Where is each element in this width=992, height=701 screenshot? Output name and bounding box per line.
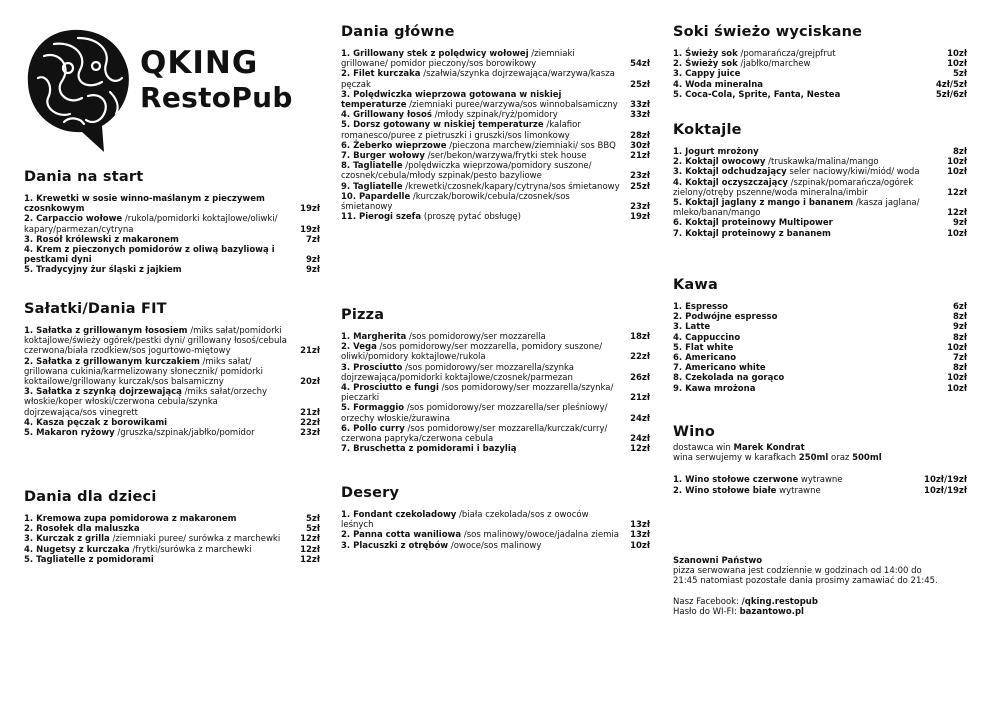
section-pizza xyxy=(341,306,650,454)
supplier-prefix: dostawca win xyxy=(673,443,734,453)
item-name: 4. Nugetsy z kurczaka xyxy=(24,544,130,555)
menu-item xyxy=(341,541,650,551)
item-name: 1. Świeży sok xyxy=(673,49,738,59)
section-salatki xyxy=(24,300,320,438)
item-name: 3. Cappy juice xyxy=(673,69,741,80)
item-name: 3. Koktajl odchudzający xyxy=(673,167,787,178)
item-price: 6zł xyxy=(952,302,967,312)
item-price: 33zł xyxy=(630,110,650,121)
item-price: 23zł xyxy=(630,202,650,213)
item-name: 4. Cappuccino xyxy=(673,332,741,343)
item-name: 3. Placuszki z otrębów xyxy=(341,540,449,551)
item-desc: /sos pomidorowy/ser mozzarella xyxy=(406,332,546,342)
item-price: 7zł xyxy=(952,353,967,364)
item-name: 1. Espresso xyxy=(673,302,728,312)
section-title: Sałatki/Dania FIT xyxy=(24,301,167,317)
item-name: 5. Koktajl jaglany z mango i bananem xyxy=(673,198,854,209)
item-price: 33zł xyxy=(630,100,650,111)
serving-500: 500ml xyxy=(852,453,882,464)
facebook-handle: /qking.restopub xyxy=(741,596,818,607)
item-desc: /kasza jaglana/ mleko/banan/mango xyxy=(673,198,920,219)
item-price: 5zł/6zł xyxy=(935,89,967,100)
section-title: Koktajle xyxy=(673,122,742,138)
item-price: 8zł xyxy=(952,332,967,343)
item-price: 4zł/5zł xyxy=(935,79,967,90)
item-name: 2. Sałatka z grillowanym kurczakiem xyxy=(24,356,200,367)
item-name: 8. Czekolada na gorąco xyxy=(673,373,785,384)
item-price: 8zł xyxy=(952,312,967,323)
menu-item xyxy=(341,332,650,342)
item-price: 8zł xyxy=(952,147,967,157)
menu-item xyxy=(341,151,650,161)
item-price: 20zł xyxy=(300,377,320,388)
item-desc: /sos pomidorowy/ser mozzarella/kurczak/curry/ czerwona papryka/czerwona cebula xyxy=(341,423,608,445)
item-price: 5zł xyxy=(952,69,967,80)
qking-logo-icon xyxy=(24,26,132,154)
item-price: 10zł xyxy=(947,228,967,239)
wine-serving xyxy=(673,453,967,463)
menu-item xyxy=(24,524,320,534)
item-price: 9zł xyxy=(952,218,967,229)
menu-list xyxy=(24,326,320,438)
item-desc: wytrawne xyxy=(776,485,821,496)
serving-prefix: wina serwujemy w karafkach xyxy=(673,453,799,464)
menu-item xyxy=(673,157,967,167)
menu-list xyxy=(341,332,650,454)
section-title: Kawa xyxy=(673,277,719,293)
menu-list xyxy=(341,49,650,222)
item-price: 10zł xyxy=(947,167,967,178)
item-price: 10zł xyxy=(947,383,967,394)
menu-item xyxy=(24,514,320,524)
menu-item xyxy=(673,384,967,394)
item-name: 3. Kurczak z grilla xyxy=(24,534,110,545)
menu-item xyxy=(24,387,320,418)
menu-list xyxy=(24,194,320,276)
menu-item xyxy=(341,161,650,181)
item-name: 2. Wino stołowe białe xyxy=(673,485,777,496)
menu-item xyxy=(24,214,320,234)
notice-line: pizza serwowana jest codziennie w godzinach od 14:00 do xyxy=(673,566,922,577)
item-name: 5. Makaron ryżowy xyxy=(24,428,115,439)
item-name: 3. Latte xyxy=(673,322,711,333)
item-price: 9zł xyxy=(305,265,320,276)
item-desc: /sos pomidorowy/ser mozzarella/szynka dojrzewająca/pomidorki koktajlowe/czosnek/parmezan xyxy=(341,362,575,383)
item-desc: /rukola/pomidorki koktajlowe/oliwki/ kapary/parmezan/cytryna xyxy=(24,214,278,235)
section-title: Dania na start xyxy=(24,169,144,185)
item-desc: /szałwia/szynka dojrzewająca/warzywa/kasza pęczak xyxy=(341,69,615,90)
section-notice xyxy=(673,556,967,617)
item-price: 10zł xyxy=(947,157,967,168)
wifi-label: Hasło do WI-FI: xyxy=(673,606,740,617)
item-name: 7. Koktajl proteinowy z bananem xyxy=(673,228,831,239)
menu-item xyxy=(24,555,320,565)
facebook-label: Nasz Facebook: xyxy=(673,596,742,607)
item-name: 1. Kremowa zupa pomidorowa z makaronem xyxy=(24,514,237,524)
wifi-password: bazantowo.pl xyxy=(739,606,804,617)
item-price: 22zł xyxy=(300,417,320,428)
item-name: 1. Grillowany stek z polędwicy wołowej xyxy=(341,49,529,59)
menu-item xyxy=(673,80,967,90)
item-price: 26zł xyxy=(630,372,650,383)
item-desc: /sos pomidorowy/ser mozzarella/szynka/ pieczarki xyxy=(341,383,614,404)
item-name: 2. Podwójne espresso xyxy=(673,312,778,323)
item-price: 5zł xyxy=(305,514,320,524)
item-price: 10zł xyxy=(947,59,967,70)
item-name: 9. Kawa mrożona xyxy=(673,383,756,394)
item-desc: /frytki/surówka z marchewki xyxy=(129,544,252,555)
menu-item xyxy=(673,312,967,322)
item-price: 9zł xyxy=(305,255,320,266)
menu-item xyxy=(341,212,650,222)
item-price: 28zł xyxy=(630,130,650,141)
item-price: 23zł xyxy=(300,428,320,439)
menu-list xyxy=(673,147,967,239)
item-name: 5. Dorsz gotowany w niskiej temperaturze xyxy=(341,120,544,131)
item-name: 1. Krewetki w sosie winno-maślanym z pieczywem czosnkowym xyxy=(24,194,265,215)
item-desc: /biała czekolada/sos z owoców leśnych xyxy=(341,510,589,531)
section-title: Desery xyxy=(341,485,400,501)
menu-item xyxy=(24,235,320,245)
menu-item xyxy=(341,510,650,530)
notice-title: Szanowni Państwo xyxy=(673,556,763,566)
item-desc: /jabłko/marchew xyxy=(737,59,811,70)
menu-item xyxy=(341,192,650,212)
item-desc: (proszę pytać obsługę) xyxy=(421,212,521,223)
item-name: 4. Grillowany łosoś xyxy=(341,110,432,121)
item-name: 3. Sałatka z szynką dojrzewającą xyxy=(24,387,182,398)
menu-item xyxy=(673,343,967,353)
item-price: 10zł xyxy=(947,49,967,59)
item-name: 2. Panna cotta waniliowa xyxy=(341,530,462,541)
menu-item xyxy=(24,245,320,265)
item-price: 10zł xyxy=(947,342,967,353)
menu-item xyxy=(24,326,320,357)
menu-item xyxy=(24,194,320,214)
item-name: 6. Żeberko wieprzowe xyxy=(341,140,447,151)
item-desc: /szpinak/pomarańcza/ogórek zielony/otręby pszenne/woda mineralna/imbir xyxy=(673,177,914,198)
item-name: 2. Vega xyxy=(341,342,377,353)
item-name: 3. Rosół królewski z makaronem xyxy=(24,234,179,245)
section-kawa xyxy=(673,276,967,394)
section-dania-dla-dzieci xyxy=(24,488,320,565)
item-name: 3. Polędwiczka wieprzowa gotowana w niskiej temperaturze xyxy=(341,89,562,111)
item-desc: /ziemniaki puree/warzywa/sos winnobalsamiczny xyxy=(406,100,618,111)
menu-item xyxy=(673,322,967,332)
item-desc: /kurczak/borowik/cebula/czosnek/sos śmietanowy xyxy=(341,191,570,213)
facebook-line xyxy=(673,597,967,607)
item-name: 1. Jogurt mrożony xyxy=(673,147,759,157)
item-name: 6. Pollo curry xyxy=(341,423,405,434)
menu-list xyxy=(24,514,320,565)
item-name: 4. Koktajl oczyszczający xyxy=(673,177,788,188)
item-price: 10zł xyxy=(630,540,650,551)
menu-item xyxy=(673,302,967,312)
item-desc: /ser/bekon/warzywa/frytki stek house xyxy=(424,151,587,162)
item-desc: /młody szpinak/ryż/pomidory xyxy=(431,110,558,121)
item-price: 12zł xyxy=(300,534,320,545)
section-soki xyxy=(673,23,967,100)
brand-name: QKING xyxy=(140,45,259,81)
item-desc: /ziemniaki puree/ surówka z marchewki xyxy=(109,534,281,545)
menu-item xyxy=(24,545,320,555)
section-title: Dania główne xyxy=(341,24,455,40)
item-price: 19zł xyxy=(630,212,650,223)
menu-item xyxy=(24,418,320,428)
item-name: 5. Flat white xyxy=(673,342,734,353)
item-price: 21zł xyxy=(300,407,320,418)
item-price: 13zł xyxy=(630,530,650,541)
serving-250: 250ml xyxy=(798,453,829,464)
item-name: 8. Tagliatelle xyxy=(341,161,403,172)
item-desc: /ziemniaki grillowane/ pomidor pieczony/sos borowikowy xyxy=(341,49,575,70)
item-desc: /pieczona marchew/ziemniaki/ sos BBQ xyxy=(446,140,616,151)
item-name: 2. Filet kurczaka xyxy=(341,69,421,80)
item-name: 6. Americano xyxy=(673,353,737,364)
item-desc: /gruszka/szpinak/jabłko/pomidor xyxy=(114,428,255,439)
section-title: Dania dla dzieci xyxy=(24,489,157,505)
item-price: 54zł xyxy=(630,59,650,70)
menu-item xyxy=(24,357,320,388)
wine-supplier xyxy=(673,443,967,453)
menu-item xyxy=(341,403,650,423)
item-desc: wytrawne xyxy=(798,475,843,486)
menu-item xyxy=(341,444,650,454)
item-price: 12zł xyxy=(947,187,967,198)
section-title: Soki świeżo wyciskane xyxy=(673,24,863,40)
menu-item xyxy=(673,49,967,59)
menu-item xyxy=(673,218,967,228)
item-desc: seler naciowy/kiwi/miód/ woda xyxy=(786,167,920,178)
item-name: 1. Margherita xyxy=(341,332,407,342)
menu-item xyxy=(673,178,967,198)
menu-item xyxy=(341,141,650,151)
item-name: 1. Sałatka z grillowanym łososiem xyxy=(24,326,188,336)
item-name: 7. Bruschetta z pomidorami i bazylią xyxy=(341,444,517,455)
item-name: 11. Pierogi szefa xyxy=(341,212,422,223)
menu-item xyxy=(341,424,650,444)
menu-item xyxy=(673,198,967,218)
menu-item xyxy=(341,110,650,120)
section-desery xyxy=(341,484,650,551)
item-name: 5. Formaggio xyxy=(341,403,405,414)
item-desc: /pomarańcza/grejpfrut xyxy=(737,49,836,59)
item-name: 5. Tagliatelle z pomidorami xyxy=(24,554,154,565)
item-price: 13zł xyxy=(630,520,650,531)
menu-list xyxy=(673,475,967,495)
item-desc: /truskawka/malina/mango xyxy=(765,157,879,168)
item-desc: /kalafior romanesco/puree z pietruszki i gruszki/sos limonkowy xyxy=(341,120,581,141)
serving-or: oraz xyxy=(828,453,853,464)
item-price: 8zł xyxy=(952,363,967,374)
item-name: 2. Carpaccio wołowe xyxy=(24,214,123,225)
menu-item xyxy=(341,530,650,540)
menu-item xyxy=(673,475,967,485)
menu-item xyxy=(673,167,967,177)
menu-item xyxy=(673,486,967,496)
item-price: 22zł xyxy=(630,352,650,363)
menu-item xyxy=(341,69,650,89)
item-name: 9. Tagliatelle xyxy=(341,181,403,192)
menu-item xyxy=(673,90,967,100)
item-price: 21zł xyxy=(630,151,650,162)
menu-item xyxy=(341,120,650,140)
item-price: 9zł xyxy=(952,322,967,333)
brand-subname: RestoPub xyxy=(140,81,293,114)
item-price: 25zł xyxy=(630,181,650,192)
item-name: 4. Prosciutto e fungi xyxy=(341,383,439,394)
item-desc: /miks sałat/ grillowana cukinia/karmelizowany słonecznik/ pomidorki koktailowe/grillowany kurczak/sos balsamiczny xyxy=(24,356,263,388)
item-name: 4. Krem z pieczonych pomidorów z oliwą bazyliową i pestkami dyni xyxy=(24,245,275,266)
menu-item xyxy=(341,342,650,362)
item-name: 6. Koktajl proteinowy Multipower xyxy=(673,218,833,229)
item-price: 12zł xyxy=(630,444,650,455)
wifi-line xyxy=(673,607,967,617)
item-desc: /sos malinowy/owoce/jadalna ziemia xyxy=(461,530,619,541)
section-title: Pizza xyxy=(341,307,385,323)
item-price: 21zł xyxy=(630,393,650,404)
item-name: 1. Fondant czekoladowy xyxy=(341,510,457,520)
menu-item xyxy=(341,383,650,403)
item-price: 25zł xyxy=(630,79,650,90)
item-desc: /miks sałat/pomidorki koktajlowe/świeży ogórek/pestki dyni/ grillowany łosoś/cebula czerwona/biała rzodkiew/sos jogurtowo-miętowy xyxy=(24,326,287,357)
item-name: 5. Coca-Cola, Sprite, Fanta, Nestea xyxy=(673,89,841,100)
menu-item xyxy=(341,363,650,383)
menu-item xyxy=(341,182,650,192)
item-name: 2. Koktajl owocowy xyxy=(673,157,766,168)
item-price: 19zł xyxy=(300,204,320,215)
item-price: 7zł xyxy=(305,234,320,245)
item-name: 4. Woda mineralna xyxy=(673,79,764,90)
menu-item xyxy=(24,428,320,438)
menu-item xyxy=(341,90,650,110)
supplier-name: Marek Kondrat xyxy=(733,443,805,453)
item-name: 5. Tradycyjny żur śląski z jajkiem xyxy=(24,265,182,276)
menu-item xyxy=(673,333,967,343)
section-title: Wino xyxy=(673,424,716,440)
menu-item xyxy=(673,69,967,79)
item-price: 10zł/19zł xyxy=(924,475,967,486)
item-price: 19zł xyxy=(300,224,320,235)
menu-item xyxy=(341,49,650,69)
item-name: 7. Americano white xyxy=(673,363,766,374)
item-price: 12zł xyxy=(947,208,967,219)
menu-item xyxy=(24,534,320,544)
section-wino xyxy=(673,423,967,496)
item-desc: /owoce/sos malinowy xyxy=(448,540,542,551)
item-price: 23zł xyxy=(630,171,650,182)
section-dania-na-start xyxy=(24,168,320,276)
item-price: 10zł/19zł xyxy=(924,485,967,496)
item-price: 10zł xyxy=(947,373,967,384)
item-price: 18zł xyxy=(630,332,650,342)
item-name: 4. Kasza pęczak z borowikami xyxy=(24,417,168,428)
item-price: 24zł xyxy=(630,413,650,424)
item-desc: /polędwiczka wieprzowa/pomidory suszone/ czosnek/cebula/młody szpinak/pesto bazyliowe xyxy=(341,161,592,182)
item-desc: /sos pomidorowy/ser mozzarella, pomidory suszone/ oliwki/pomidory koktajlowe/rukola xyxy=(341,342,603,363)
menu-list xyxy=(673,49,967,100)
item-price: 12zł xyxy=(300,554,320,565)
item-name: 1. Wino stołowe czerwone xyxy=(673,475,799,486)
item-name: 2. Rosołek dla maluszka xyxy=(24,524,140,535)
menu-item xyxy=(673,229,967,239)
item-name: 2. Świeży sok xyxy=(673,59,738,70)
menu-item xyxy=(673,353,967,363)
item-name: 10. Papardelle xyxy=(341,191,411,202)
menu-item xyxy=(673,373,967,383)
item-price: 24zł xyxy=(630,434,650,445)
menu-item xyxy=(24,265,320,275)
menu-item xyxy=(673,59,967,69)
menu-item xyxy=(673,147,967,157)
menu-item xyxy=(673,363,967,373)
section-koktajle xyxy=(673,121,967,239)
item-name: 3. Prosciutto xyxy=(341,362,403,373)
item-desc: /sos pomidorowy/ser mozzarella/ser pleśniowy/ orzechy włoskie/żurawina xyxy=(341,403,608,424)
menu-list xyxy=(673,302,967,394)
brand-logo xyxy=(24,26,324,154)
item-price: 30zł xyxy=(630,140,650,151)
section-dania-glowne xyxy=(341,23,650,222)
item-desc: /miks sałat/orzechy włoskie/koper włoski/czerwona cebula/szynka dojrzewająca/sos vinegrett xyxy=(24,387,268,418)
item-desc: /krewetki/czosnek/kapary/cytryna/sos śmietanowy xyxy=(402,181,620,192)
notice-line: 21:45 natomiast pozostałe dania prosimy zamawiać do 21:45. xyxy=(673,576,938,587)
item-price: 12zł xyxy=(300,544,320,555)
item-price: 21zł xyxy=(300,346,320,357)
menu-list xyxy=(341,510,650,551)
item-price: 5zł xyxy=(305,524,320,535)
item-name: 7. Burger wołowy xyxy=(341,151,425,162)
